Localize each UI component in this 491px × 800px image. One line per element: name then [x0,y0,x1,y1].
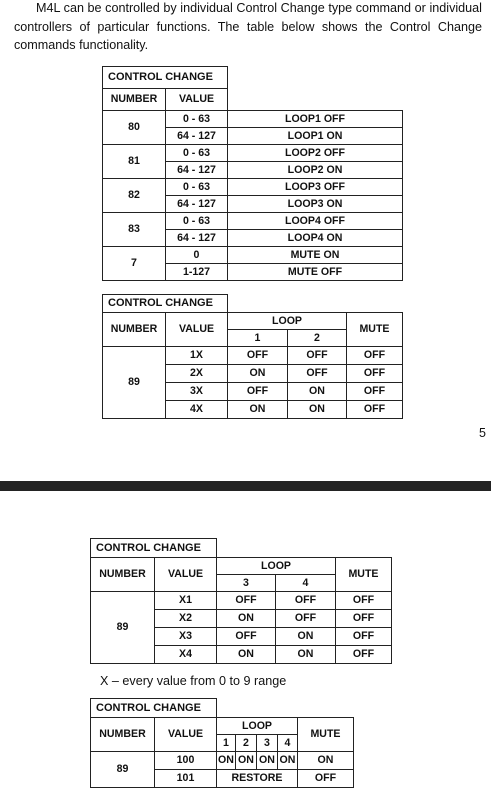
cc-function: MUTE OFF [228,264,403,281]
table-row [91,592,392,610]
col-header-mute: MUTE [347,313,403,347]
loop-state: ON [276,646,336,664]
loop-state: ON [236,752,257,770]
cc-value: 0 - 63 [166,111,228,128]
col-header-value: VALUE [155,558,217,592]
table-row [103,179,403,196]
loop-state: ON [217,752,236,770]
page-separator [0,481,491,491]
cc-function: LOOP3 ON [228,196,403,213]
range-note: X – every value from 0 to 9 range [100,674,287,688]
table-row [103,247,403,264]
col-header-mute: MUTE [298,718,354,752]
cc-number: 7 [103,247,166,281]
col-header-number: NUMBER [103,89,166,111]
cc-function: LOOP1 ON [228,128,403,145]
loop-header: 1 [228,330,288,347]
loop-header: 2 [288,330,347,347]
loop-state: ON [228,401,288,419]
mute-state: OFF [298,770,354,788]
cc-value: 0 - 63 [166,179,228,196]
cc-value: 0 - 63 [166,213,228,230]
col-header-value: VALUE [166,89,228,111]
cc-value: 4X [166,401,228,419]
cc-value: X4 [155,646,217,664]
cc-value: 0 - 63 [166,145,228,162]
cc-value: 101 [155,770,217,788]
loop-state: ON [278,752,298,770]
table-row [103,213,403,230]
cc-number: 80 [103,111,166,145]
table-title: CONTROL CHANGE [91,699,217,718]
cc-value: 64 - 127 [166,162,228,179]
mute-state: OFF [336,646,392,664]
cc-value: X3 [155,628,217,646]
cc-value: 64 - 127 [166,196,228,213]
col-header-number: NUMBER [91,558,155,592]
table-title: CONTROL CHANGE [103,67,228,89]
cc-function: LOOP3 OFF [228,179,403,196]
cc-table-loop34 [90,538,392,664]
loop-header: 3 [217,575,276,592]
cc-table-loop12 [102,294,403,419]
cc-function: MUTE ON [228,247,403,264]
col-header-loop: LOOP [217,558,336,575]
cc-number: 89 [91,752,155,788]
cc-function: LOOP1 OFF [228,111,403,128]
cc-number: 83 [103,213,166,247]
intro-paragraph [14,0,482,55]
loop-state: OFF [288,365,347,383]
mute-state: OFF [347,347,403,365]
cc-function: LOOP2 OFF [228,145,403,162]
cc-value: 100 [155,752,217,770]
col-header-loop: LOOP [228,313,347,330]
cc-value: 0 [166,247,228,264]
table-row [103,347,403,365]
mute-state: ON [298,752,354,770]
col-header-number: NUMBER [91,718,155,752]
intro-text: M4L can be controlled by individual Control Change type command or individual controllers of particular functions. The table below shows the Control Change commands functionality. [14,1,482,52]
cc-function: LOOP2 ON [228,162,403,179]
loop-header: 2 [236,735,257,752]
cc-value: X2 [155,610,217,628]
loop-header: 3 [257,735,278,752]
cc-table-single [102,66,403,281]
table-row [91,752,354,770]
cc-table-restore [90,698,354,788]
loop-state: OFF [276,592,336,610]
cc-function: LOOP4 OFF [228,213,403,230]
mute-state: OFF [336,628,392,646]
loop-header: 4 [278,735,298,752]
loop-state: ON [276,628,336,646]
loop-state: ON [217,610,276,628]
cc-value: 1-127 [166,264,228,281]
restore-state: RESTORE [217,770,298,788]
page-number: 5 [479,426,486,440]
table-title: CONTROL CHANGE [91,539,217,558]
loop-state: OFF [217,628,276,646]
loop-state: ON [288,401,347,419]
cc-value: 64 - 127 [166,230,228,247]
cc-value: 3X [166,383,228,401]
col-header-mute: MUTE [336,558,392,592]
loop-state: ON [257,752,278,770]
loop-header: 4 [276,575,336,592]
cc-value: 64 - 127 [166,128,228,145]
loop-state: OFF [217,592,276,610]
loop-header: 1 [217,735,236,752]
table-row [103,111,403,128]
cc-number: 82 [103,179,166,213]
loop-state: ON [288,383,347,401]
table-title: CONTROL CHANGE [103,295,228,313]
col-header-value: VALUE [155,718,217,752]
cc-value: X1 [155,592,217,610]
col-header-loop: LOOP [217,718,298,735]
mute-state: OFF [347,401,403,419]
mute-state: OFF [347,365,403,383]
col-header-number: NUMBER [103,313,166,347]
mute-state: OFF [336,592,392,610]
cc-value: 1X [166,347,228,365]
loop-state: ON [217,646,276,664]
loop-state: ON [228,365,288,383]
mute-state: OFF [336,610,392,628]
cc-number: 81 [103,145,166,179]
col-header-value: VALUE [166,313,228,347]
loop-state: OFF [276,610,336,628]
cc-value: 2X [166,365,228,383]
cc-function: LOOP4 ON [228,230,403,247]
cc-number: 89 [91,592,155,664]
cc-number: 89 [103,347,166,419]
table-row [103,145,403,162]
loop-state: OFF [288,347,347,365]
loop-state: OFF [228,347,288,365]
mute-state: OFF [347,383,403,401]
loop-state: OFF [228,383,288,401]
